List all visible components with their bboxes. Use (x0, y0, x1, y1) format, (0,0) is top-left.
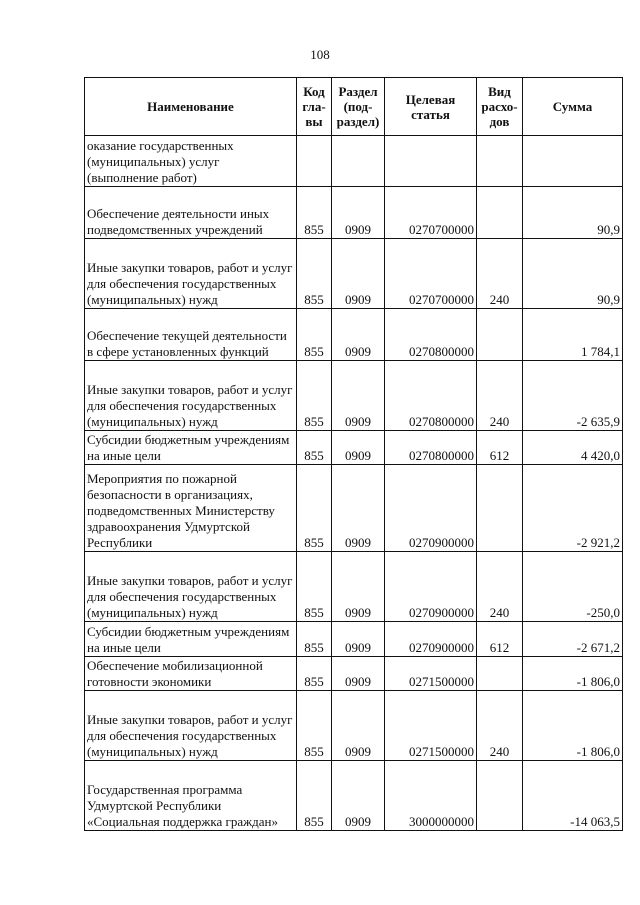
row-type: 240 (477, 361, 523, 431)
row-name: оказание государственных (муниципальных) услуг (выполнение работ) (85, 136, 297, 187)
row-code: 855 (297, 552, 332, 622)
header-code: Код гла- вы (297, 78, 332, 136)
row-code: 855 (297, 431, 332, 465)
row-type: 240 (477, 691, 523, 761)
table-row (85, 622, 623, 657)
row-code: 855 (297, 761, 332, 831)
row-sum: 90,9 (523, 239, 623, 309)
table-row (85, 691, 623, 761)
header-name: Наименование (85, 78, 297, 136)
table-row (85, 309, 623, 361)
row-code (297, 136, 332, 187)
row-article: 0270900000 (385, 552, 477, 622)
budget-table (84, 77, 623, 831)
row-article: 0270700000 (385, 239, 477, 309)
row-name: Обеспечение текущей деятельности в сфере установленных функций (85, 309, 297, 361)
table-row (85, 761, 623, 831)
row-name: Обеспечение мобилизационной готовности экономики (85, 657, 297, 691)
row-code: 855 (297, 657, 332, 691)
row-type: 612 (477, 622, 523, 657)
row-name: Обеспечение деятельности иных подведомственных учреждений (85, 187, 297, 239)
table-row (85, 657, 623, 691)
row-code: 855 (297, 691, 332, 761)
row-section: 0909 (332, 761, 385, 831)
row-section: 0909 (332, 431, 385, 465)
table-row (85, 552, 623, 622)
row-type: 240 (477, 552, 523, 622)
row-name: Иные закупки товаров, работ и услуг для обеспечения государственных (муниципальных) нужд (85, 691, 297, 761)
row-sum: -2 921,2 (523, 465, 623, 552)
row-type: 240 (477, 239, 523, 309)
row-name: Иные закупки товаров, работ и услуг для обеспечения государственных (муниципальных) нужд (85, 361, 297, 431)
row-section: 0909 (332, 552, 385, 622)
header-section: Раздел (под- раздел) (332, 78, 385, 136)
row-article: 0271500000 (385, 691, 477, 761)
row-type (477, 761, 523, 831)
row-section: 0909 (332, 187, 385, 239)
row-name: Иные закупки товаров, работ и услуг для обеспечения государственных (муниципальных) нужд (85, 239, 297, 309)
row-section: 0909 (332, 239, 385, 309)
row-name: Иные закупки товаров, работ и услуг для обеспечения государственных (муниципальных) нужд (85, 552, 297, 622)
row-type (477, 657, 523, 691)
row-code: 855 (297, 239, 332, 309)
table-row (85, 361, 623, 431)
table-row (85, 187, 623, 239)
row-code: 855 (297, 187, 332, 239)
row-article: 0270700000 (385, 187, 477, 239)
row-type: 612 (477, 431, 523, 465)
row-sum: -2 671,2 (523, 622, 623, 657)
row-article: 3000000000 (385, 761, 477, 831)
table-row (85, 239, 623, 309)
row-code: 855 (297, 622, 332, 657)
table-header-row (85, 78, 623, 136)
row-name: Мероприятия по пожарной безопасности в организациях, подведомственных Министерству здравоохранения Удмуртской Республики (85, 465, 297, 552)
header-type: Вид расхо- дов (477, 78, 523, 136)
row-sum: 1 784,1 (523, 309, 623, 361)
header-article: Целевая статья (385, 78, 477, 136)
row-sum: 4 420,0 (523, 431, 623, 465)
row-sum: -1 806,0 (523, 691, 623, 761)
row-sum: 90,9 (523, 187, 623, 239)
row-article: 0270900000 (385, 465, 477, 552)
row-section (332, 136, 385, 187)
row-section: 0909 (332, 657, 385, 691)
table-row (85, 136, 623, 187)
header-sum: Сумма (523, 78, 623, 136)
row-type (477, 187, 523, 239)
row-section: 0909 (332, 465, 385, 552)
row-type (477, 309, 523, 361)
row-sum: -14 063,5 (523, 761, 623, 831)
row-article (385, 136, 477, 187)
row-type (477, 136, 523, 187)
table-row (85, 465, 623, 552)
row-article: 0271500000 (385, 657, 477, 691)
row-sum: -1 806,0 (523, 657, 623, 691)
row-article: 0270800000 (385, 431, 477, 465)
row-name: Государственная программа Удмуртской Республики «Социальная поддержка граждан» (85, 761, 297, 831)
row-sum: -250,0 (523, 552, 623, 622)
row-name: Субсидии бюджетным учреждениям на иные цели (85, 622, 297, 657)
row-type (477, 465, 523, 552)
row-article: 0270900000 (385, 622, 477, 657)
row-section: 0909 (332, 691, 385, 761)
row-sum (523, 136, 623, 187)
table-row (85, 431, 623, 465)
page-number: 108 (310, 47, 330, 62)
row-article: 0270800000 (385, 309, 477, 361)
row-section: 0909 (332, 309, 385, 361)
row-code: 855 (297, 361, 332, 431)
row-sum: -2 635,9 (523, 361, 623, 431)
row-name: Субсидии бюджетным учреждениям на иные цели (85, 431, 297, 465)
row-section: 0909 (332, 622, 385, 657)
row-section: 0909 (332, 361, 385, 431)
row-code: 855 (297, 309, 332, 361)
row-code: 855 (297, 465, 332, 552)
row-article: 0270800000 (385, 361, 477, 431)
